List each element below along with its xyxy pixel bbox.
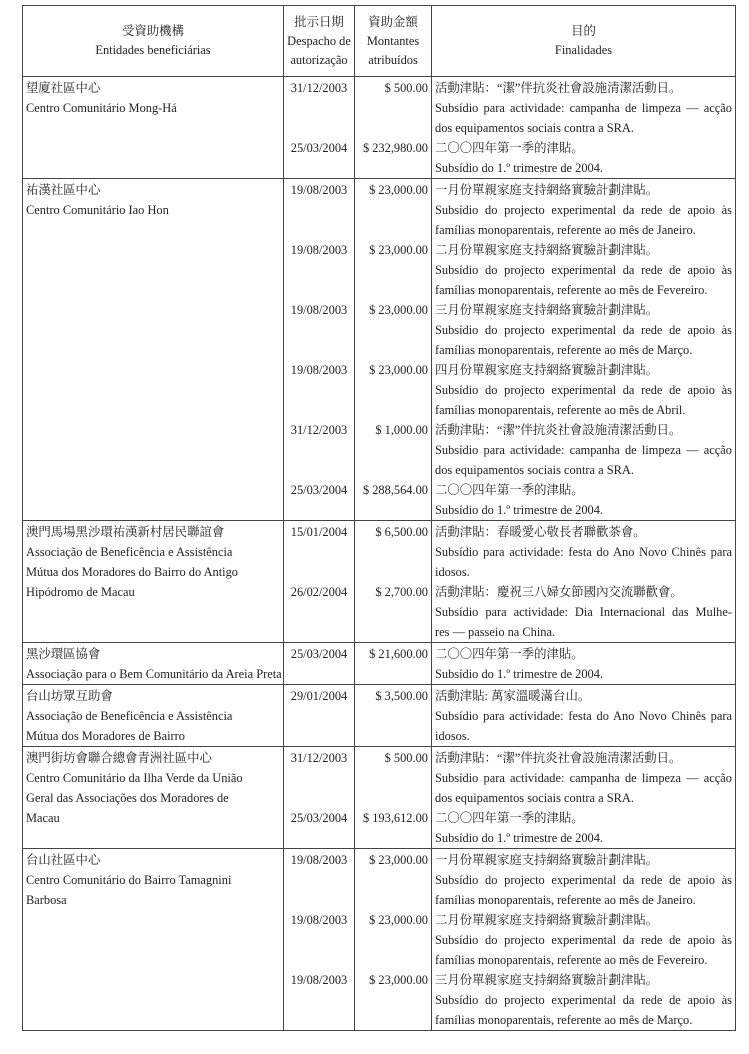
spacer	[287, 200, 351, 220]
purpose-line: 四月份單親家庭支持網絡實驗計劃津貼。	[435, 363, 659, 377]
purpose-line: Subsídio do projecto experimental da rede de apoio às	[435, 933, 732, 947]
header-text: Entidades beneficiárias	[95, 43, 211, 57]
spacer	[358, 500, 428, 520]
entity-name-zh: 台山社區中心	[26, 853, 101, 867]
authorization-date: 25/03/2004	[290, 141, 348, 155]
purpose-line: Subsídio do projecto experimental da rede de apoio às	[435, 873, 732, 887]
purpose-line: 一月份單親家庭支持網絡實驗計劃津貼。	[435, 853, 659, 867]
authorization-date: 29/01/2004	[290, 689, 348, 703]
spacer	[358, 726, 428, 746]
spacer	[358, 622, 428, 642]
spacer	[287, 440, 351, 460]
purpose-line: 活動津貼：慶祝三八婦女節國內交流聯歡會。	[435, 585, 683, 599]
header-entities	[23, 6, 284, 77]
purpose-line: Subsídio para actividade: Dia Internacional das Mulhe-	[435, 605, 732, 619]
spacer	[287, 622, 351, 642]
purpose-cell	[432, 77, 736, 179]
header-text: 批示日期	[294, 14, 344, 29]
spacer	[358, 400, 428, 420]
purpose-line: Subsídio do projecto experimental da rede de apoio às	[435, 203, 732, 217]
spacer	[358, 788, 428, 808]
amount-cell	[355, 849, 432, 1031]
spacer	[358, 460, 428, 480]
purpose-line: dos equipamentos sociais contra a SRA.	[435, 791, 634, 805]
entity-name-pt: Associação de Beneficência e Assistência	[26, 709, 233, 723]
spacer	[287, 602, 351, 622]
spacer	[358, 440, 428, 460]
purpose-line: famílias monoparentais, referente ao mês de Fevereiro.	[435, 283, 708, 297]
authorization-date: 19/08/2003	[290, 303, 348, 317]
spacer	[358, 990, 428, 1010]
entity-name-zh: 澳門馬場黑沙環祐漢新村居民聯誼會	[26, 525, 225, 539]
purpose-cell	[432, 179, 736, 521]
purpose-line: famílias monoparentais, referente ao mês de Janeiro.	[435, 893, 696, 907]
entity-name-zh: 祐漢社區中心	[26, 183, 101, 197]
amount-value: $ 23,000.00	[369, 973, 428, 987]
spacer	[358, 220, 428, 240]
purpose-line: famílias monoparentais, referente ao mês de Janeiro.	[435, 223, 696, 237]
spacer	[287, 158, 351, 178]
header-text: Finalidades	[554, 43, 613, 57]
spacer	[287, 260, 351, 280]
purpose-line: res — passeio na China.	[435, 625, 556, 639]
purpose-line: Subsídio do projecto experimental da rede de apoio às	[435, 993, 732, 1007]
purpose-line: 活動津貼：“潔”伴抗炎社會設施清潔活動日。	[435, 423, 682, 437]
purpose-line: 活動津貼：“潔”伴抗炎社會設施清潔活動日。	[435, 751, 682, 765]
spacer	[287, 990, 351, 1010]
authorization-date: 19/08/2003	[290, 853, 348, 867]
spacer	[287, 118, 351, 138]
spacer	[358, 260, 428, 280]
spacer	[358, 950, 428, 970]
entity-name-pt: Centro Comunitário Mong-Há	[26, 101, 177, 115]
purpose-line: Subsídio do 1.º trimestre de 2004.	[435, 831, 604, 845]
spacer	[287, 380, 351, 400]
spacer	[358, 664, 428, 684]
authorization-date: 19/08/2003	[290, 243, 348, 257]
purpose-cell	[432, 643, 736, 685]
entity-name-pt: Associação de Beneficência e Assistência	[26, 545, 233, 559]
amount-value: $ 3,500.00	[375, 689, 428, 703]
purpose-line: 活動津貼：春暖愛心敬長者聯歡茶會。	[435, 525, 646, 539]
spacer	[287, 400, 351, 420]
table-row	[23, 643, 736, 685]
amount-value: $ 23,000.00	[369, 303, 428, 317]
amount-value: $ 21,600.00	[369, 647, 428, 661]
purpose-line: famílias monoparentais, referente ao mês de Fevereiro.	[435, 953, 708, 967]
entity-name-pt: Barbosa	[26, 893, 67, 907]
purpose-line: 二〇〇四年第一季的津貼。	[435, 483, 584, 497]
purpose-line: Subsídio do 1.º trimestre de 2004.	[435, 503, 604, 517]
spacer	[358, 870, 428, 890]
amount-value: $ 23,000.00	[369, 183, 428, 197]
spacer	[287, 890, 351, 910]
spacer	[358, 542, 428, 562]
spacer	[358, 320, 428, 340]
header-text: autorização	[290, 52, 348, 67]
spacer	[358, 930, 428, 950]
authorization-date: 19/08/2003	[290, 363, 348, 377]
purpose-line: Subsídio do projecto experimental da rede de apoio às	[435, 383, 732, 397]
authorization-date: 25/03/2004	[290, 483, 348, 497]
authorization-date: 31/12/2003	[290, 423, 348, 437]
spacer	[287, 98, 351, 118]
table-row	[23, 179, 736, 521]
spacer	[358, 118, 428, 138]
amount-value: $ 23,000.00	[369, 243, 428, 257]
purpose-line: Subsídio do 1.º trimestre de 2004.	[435, 667, 604, 681]
purpose-line: 二〇〇四年第一季的津貼。	[435, 647, 584, 661]
date-cell	[284, 747, 355, 849]
entity-name-zh: 澳門街坊會聯合總會青洲社區中心	[26, 751, 212, 765]
entity-name-pt: Centro Comunitário da Ilha Verde da União	[26, 771, 243, 785]
spacer	[358, 562, 428, 582]
date-cell	[284, 643, 355, 685]
spacer	[287, 930, 351, 950]
amount-value: $ 23,000.00	[369, 363, 428, 377]
entity-cell	[23, 849, 284, 1031]
amount-value: $ 2,700.00	[375, 585, 428, 599]
entity-name-pt: Centro Comunitário Iao Hon	[26, 203, 169, 217]
purpose-line: 二月份單親家庭支持網絡實驗計劃津貼。	[435, 243, 659, 257]
entity-cell	[23, 521, 284, 643]
purpose-line: Subsídio para actividade: campanha de limpeza — acção	[435, 101, 732, 115]
entity-name-pt: Hipódromo de Macau	[26, 585, 135, 599]
amount-cell	[355, 521, 432, 643]
amount-cell	[355, 643, 432, 685]
spacer	[287, 562, 351, 582]
purpose-line: 三月份單親家庭支持網絡實驗計劃津貼。	[435, 303, 659, 317]
header-row	[23, 6, 736, 77]
amount-cell	[355, 747, 432, 849]
date-cell	[284, 521, 355, 643]
purpose-cell	[432, 747, 736, 849]
purpose-line: dos equipamentos sociais contra a SRA.	[435, 121, 634, 135]
date-cell	[284, 77, 355, 179]
entity-cell	[23, 179, 284, 521]
authorization-date: 31/12/2003	[290, 751, 348, 765]
purpose-cell	[432, 849, 736, 1031]
entity-name-zh: 台山坊眾互助會	[26, 689, 113, 703]
purpose-line: idosos.	[435, 729, 470, 743]
purpose-cell	[432, 685, 736, 747]
header-text: Despacho de	[287, 33, 351, 48]
table-row	[23, 849, 736, 1031]
authorization-date: 19/08/2003	[290, 183, 348, 197]
spacer	[358, 380, 428, 400]
purpose-line: famílias monoparentais, referente ao mês de Março.	[435, 343, 693, 357]
entity-name-zh: 黑沙環區協會	[26, 647, 101, 661]
date-cell	[284, 685, 355, 747]
spacer	[287, 542, 351, 562]
purpose-line: 二月份單親家庭支持網絡實驗計劃津貼。	[435, 913, 659, 927]
amount-cell	[355, 685, 432, 747]
purpose-line: famílias monoparentais, referente ao mês de Abril.	[435, 403, 686, 417]
spacer	[358, 768, 428, 788]
spacer	[287, 828, 351, 848]
header-purpose	[432, 6, 736, 77]
spacer	[287, 500, 351, 520]
spacer	[287, 870, 351, 890]
spacer	[287, 788, 351, 808]
purpose-line: 活動津貼：“潔”伴抗炎社會設施清潔活動日。	[435, 81, 682, 95]
entity-name-pt: Centro Comunitário do Bairro Tamagnini	[26, 873, 232, 887]
header-text: 目的	[571, 24, 596, 38]
amount-value: $ 23,000.00	[369, 913, 428, 927]
spacer	[287, 950, 351, 970]
purpose-line: dos equipamentos sociais contra a SRA.	[435, 463, 634, 477]
spacer	[358, 828, 428, 848]
amount-value: $ 1,000.00	[375, 423, 428, 437]
spacer	[358, 158, 428, 178]
date-cell	[284, 849, 355, 1031]
spacer	[358, 706, 428, 726]
spacer	[358, 602, 428, 622]
purpose-line: Subsídio para actividade: campanha de limpeza — acção	[435, 771, 732, 785]
header-text: 受資助機構	[122, 24, 184, 38]
spacer	[358, 1010, 428, 1030]
authorization-date: 19/08/2003	[290, 973, 348, 987]
purpose-line: 一月份單親家庭支持網絡實驗計劃津貼。	[435, 183, 659, 197]
table-row	[23, 685, 736, 747]
entity-name-pt: Mútua dos Moradores do Bairro do Antigo	[26, 565, 238, 579]
amount-value: $ 500.00	[384, 751, 428, 765]
amount-cell	[355, 179, 432, 521]
purpose-line: Subsídio do projecto experimental da rede de apoio às	[435, 263, 732, 277]
authorization-date: 31/12/2003	[290, 81, 348, 95]
purpose-line: 二〇〇四年第一季的津貼。	[435, 811, 584, 825]
header-date	[284, 6, 355, 77]
spacer	[287, 220, 351, 240]
spacer	[287, 768, 351, 788]
table-row	[23, 521, 736, 643]
entity-name-pt: Mútua dos Moradores de Bairro	[26, 729, 185, 743]
spacer	[287, 320, 351, 340]
spacer	[287, 460, 351, 480]
purpose-line: Subsídio do 1.º trimestre de 2004.	[435, 161, 604, 175]
spacer	[287, 726, 351, 746]
amount-value: $ 232,980.00	[362, 141, 428, 155]
purpose-line: idosos.	[435, 565, 470, 579]
amount-value: $ 193,612.00	[362, 811, 428, 825]
purpose-line: 活動津貼: 萬家溫暖滿台山。	[435, 689, 591, 703]
date-cell	[284, 179, 355, 521]
amount-value: $ 288,564.00	[362, 483, 428, 497]
spacer	[287, 706, 351, 726]
purpose-line: Subsídio para actividade: campanha de limpeza — acção	[435, 443, 732, 457]
header-text: atribuídos	[368, 52, 418, 67]
spacer	[358, 280, 428, 300]
purpose-cell	[432, 521, 736, 643]
purpose-line: 二〇〇四年第一季的津貼。	[435, 141, 584, 155]
amount-value: $ 23,000.00	[369, 853, 428, 867]
table-row	[23, 747, 736, 849]
header-text: 資助金額	[368, 14, 418, 29]
authorization-date: 15/01/2004	[290, 525, 348, 539]
spacer	[358, 200, 428, 220]
authorization-date: 25/03/2004	[290, 647, 348, 661]
spacer	[287, 340, 351, 360]
table-row	[23, 77, 736, 179]
amount-value: $ 6,500.00	[375, 525, 428, 539]
entity-name-pt: Macau	[26, 811, 60, 825]
entity-cell	[23, 685, 284, 747]
subsidy-table-document	[22, 5, 735, 1031]
purpose-line: famílias monoparentais, referente ao mês de Março.	[435, 1013, 693, 1027]
entity-name-pt: Geral das Associações dos Moradores de	[26, 791, 229, 805]
amount-cell	[355, 77, 432, 179]
authorization-date: 25/03/2004	[290, 811, 348, 825]
entity-cell	[23, 643, 284, 685]
authorization-date: 19/08/2003	[290, 913, 348, 927]
header-text: Montantes	[366, 33, 420, 48]
entity-name-pt: Associação para o Bem Comunitário da Areia Preta	[26, 667, 282, 681]
spacer	[358, 340, 428, 360]
purpose-line: 三月份單親家庭支持網絡實驗計劃津貼。	[435, 973, 659, 987]
spacer	[358, 890, 428, 910]
purpose-line: Subsídio para actividade: festa do Ano Novo Chinês para	[435, 709, 732, 723]
spacer	[287, 1010, 351, 1030]
entity-cell	[23, 747, 284, 849]
entity-name-zh: 望廈社區中心	[26, 81, 101, 95]
purpose-line: Subsídio do projecto experimental da rede de apoio às	[435, 323, 732, 337]
amount-value: $ 500.00	[384, 81, 428, 95]
spacer	[287, 664, 351, 684]
spacer	[287, 280, 351, 300]
header-amount	[355, 6, 432, 77]
authorization-date: 26/02/2004	[290, 585, 348, 599]
purpose-line: Subsídio para actividade: festa do Ano Novo Chinês para	[435, 545, 732, 559]
spacer	[358, 98, 428, 118]
subsidy-table	[22, 5, 736, 1031]
entity-cell	[23, 77, 284, 179]
